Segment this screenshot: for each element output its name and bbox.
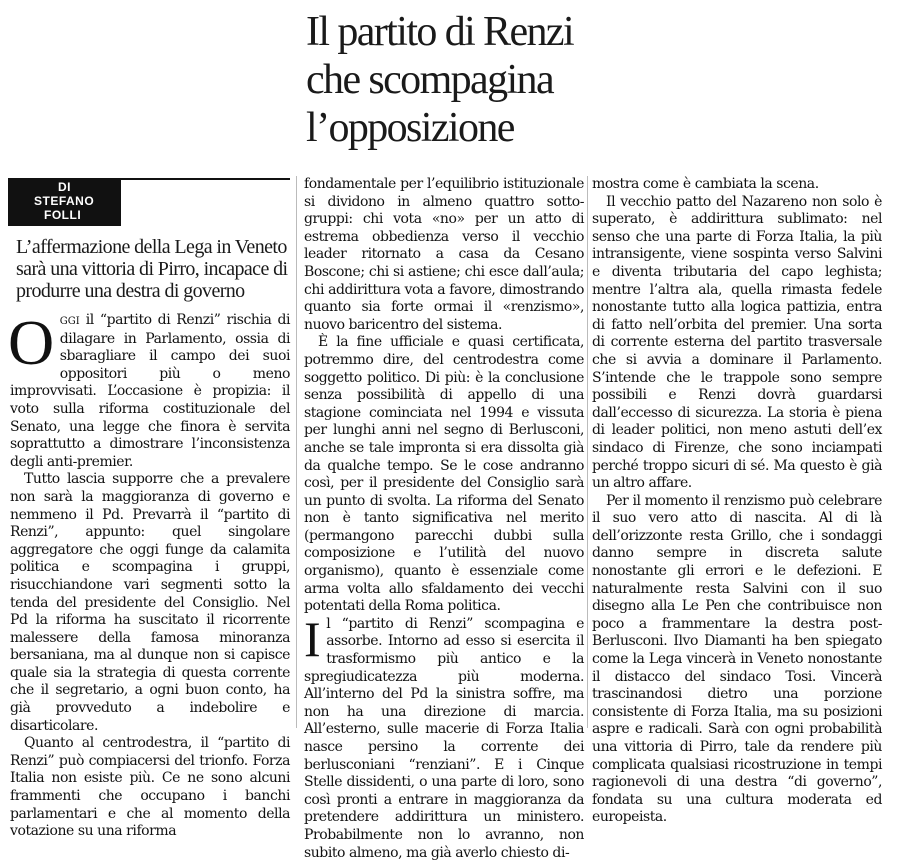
- byline-last-name: FOLLI: [44, 208, 82, 222]
- paragraph-8: Il vecchio patto del Nazareno non solo è superato, è addirittura sublimato: nel senso che una parte di Forza Italia, la più intransigente, viene sospinta verso Salvini e diventa tributaria del capo leghista; mentre l’altra ala, quella rimasta fedele nonostante tutto alla logica pattizia, entra di fatto nell’orbita del premier. Una sorta di corrente esterna del partito trasversale che si avvia a dominare il Parlamento. S’intende che le trappole sono sempre possibili e Renzi dovrà guardarsi dall’eccesso di sicurezza. La storia è piena di leader politici, non meno astuti dell’ex sindaco di Firenze, che sono inciampati perché troppo sicuri di sé. Ma questo è già un altro affare.: [592, 193, 882, 492]
- drop-cap: I: [304, 610, 321, 667]
- paragraph-6-text: l “partito di Renzi” scompagina e assorbe. Intorno ad esso si esercita il trasformismo più antico e la spregiudicatezza più moderna. All’interno del Pd la sinistra soffre, ma non ha una direzione di marcia. All’esterno, sulle macerie di Forza Italia nasce persino la corrente dei berlusconiani “renziani”. E i Cinque Stelle dissidenti, o una parte di loro, sono così pronti a entrare in maggioranza da pretendere addirittura un ministero. Probabilmente non lo avranno, non subito almeno, ma già averlo chiesto di-: [304, 615, 584, 861]
- paragraph-4: fondamentale per l’equilibrio istituzionale si dividono in almeno quattro sotto-gruppi: chi vota «no» per un atto di estrema obbedienza verso il vecchio leader ritornato a casa da Cesano Boscone; chi si astiene; chi esce dall’aula; chi addirittura vota a favore, dimostrando quanto sia forte ormai il «renzismo», nuovo baricentro del sistema.: [304, 176, 584, 333]
- paragraph-5: È la fine ufficiale e quasi certificata, potremmo dire, del centrodestra come soggetto politico. Di più: è la conclusione senza possibilità di appello di una stagione cominciata nel 1994 e vissuta per lunghi anni nel segno di Berlusconi, anche se tale impronta si era dissolta già da qualche tempo. Se le cose andranno così, per il presidente del Consiglio sarà un punto di svolta. La riforma del Senato non è tanto significativa nel merito (permangono parecchi dubbi sulla composizione e l’utilità del nuovo organismo), quanto è essenziale come arma volta allo sfaldamento dei vecchi potentati della Roma politica.: [304, 334, 584, 615]
- byline-di: DI: [58, 180, 71, 194]
- column-divider-2: [587, 176, 588, 728]
- subhead-line-2: sarà una vittoria di Pirro, incapace di: [16, 258, 288, 280]
- lead-smallcaps: GGI: [59, 316, 80, 327]
- subheadline: [16, 236, 288, 302]
- paragraph-6: [304, 610, 584, 862]
- paragraph-1-text: il “partito di Renzi” rischia di dilagare in Parlamento, ossia di sbaragliare il campo dei suoi oppositori più o meno improvvisati. L’occasione è propizia: il voto sulla riforma costituzionale del Senato, una legge che finora è servita soprattutto a dimostrare l’inconsistenza degli anti-premier.: [10, 312, 290, 470]
- article-column-3: [592, 176, 882, 827]
- headline-line-1: Il partito di Renzi: [306, 9, 574, 55]
- paragraph-9: Per il momento il renzismo può celebrare il suo vero atto di nascita. Al di là dell’orizzonte resta Grillo, che i sondaggi danno sempre in discreta salute nonostante gli errori e le defezioni. E naturalmente resta Salvini con il suo disegno alla Le Pen che contribuisce non poco a frammentare la destra post-Berlusconi. Ilvo Diamanti ha ben spiegato come la Lega vincerà in Veneto nonostante il distacco del sindaco Tosi. Vincerà trascinandosi dietro una porzione consistente di Forza Italia, ma su posizioni aspre e radicali. Sarà con ogni probabilità una vittoria di Pirro, tale da rendere più complicata qualsiasi ricostruzione in tempi ragionevoli di una destra “di governo”, fondata su una cultura moderata ed europeista.: [592, 492, 882, 826]
- column-divider-1: [296, 176, 297, 728]
- headline: [306, 8, 606, 152]
- subhead-line-3: produrre una destra di governo: [16, 280, 245, 302]
- article-column-1: [8, 307, 290, 841]
- drop-cap: O: [8, 307, 54, 378]
- paragraph-7: mostra come è cambiata la scena.: [592, 176, 819, 192]
- article-column-2: [304, 176, 584, 862]
- headline-line-2: che scompagina: [306, 57, 553, 103]
- paragraph-2: Tutto lascia supporre che a prevalere non sarà la maggioranza di governo e nemmeno il Pd. Prevarrà il “partito di Renzi”, appunto: quel singolare aggregatore che oggi funge da calamita politica e scompagina i gruppi, risucchiandone vari segmenti sotto la tenda del presidente del Consiglio. Nel Pd la riforma ha suscitato il ricorrente malessere della famosa minoranza bersaniana, ma al dunque non si capisce quale sia la strategia di questa corrente che il segretario, a ogni buon conto, ha già provveduto a indebolire e disarticolare.: [10, 471, 290, 734]
- byline: [8, 178, 290, 226]
- byline-rule: [121, 178, 290, 180]
- byline-block: [8, 178, 121, 226]
- paragraph-3: Quanto al centrodestra, il “partito di Renzi” può compiacersi del trionfo. Forza Italia non esiste più. Ce ne sono alcuni frammenti che occupano i banchi parlamentari e che al momento della votazione su una riforma: [10, 735, 290, 840]
- headline-line-3: l’opposizione: [306, 105, 514, 151]
- byline-first-name: STEFANO: [34, 194, 95, 208]
- subhead-line-1: L’affermazione della Lega in Veneto: [16, 236, 287, 258]
- paragraph-1: [8, 307, 290, 471]
